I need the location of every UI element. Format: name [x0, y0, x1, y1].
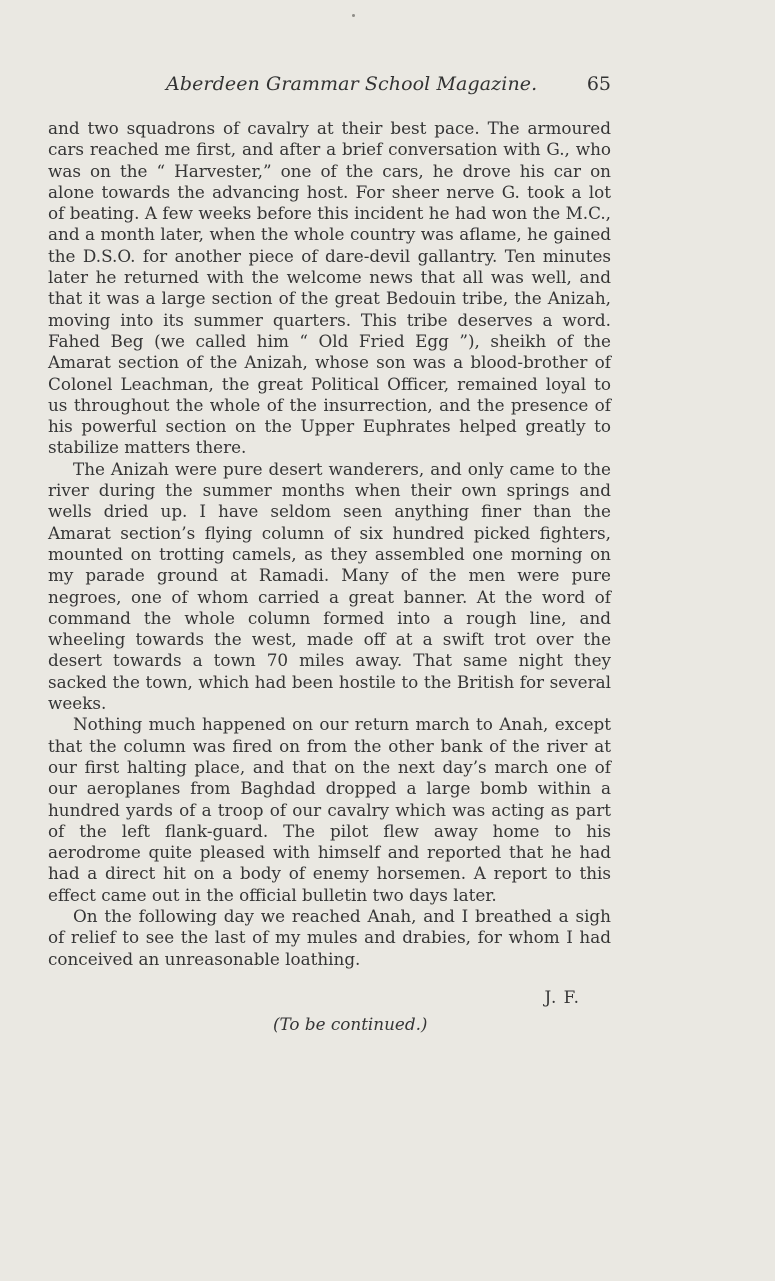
page-number: 65	[586, 73, 611, 95]
paragraph-2: The Anizah were pure desert wanderers, and only came to the river during the summer months when their own springs and wells dried up. I have seldom seen anything finer than the Amarat section’s flying column of six hundred picked fighters, mounted on trotting camels, as they assembled one morning on my parade ground at Ramadi. Many of the men were pure negroes, one of whom carried a great banner. At the word of command the whole column formed into a rough line, and wheeling towards the west, made off at a swift trot over the desert towards a town 70 miles away. That same night they sacked the town, which had been hostile to the British for several weeks.	[48, 458, 611, 714]
paragraph-3: Nothing much happened on our return march to Anah, except that the column was fired on from the other bank of the river at our first halting place, and that on the next day’s march one of our aeroplanes from Baghdad dropped a large bomb within a hundred yards of a troop of our cavalry which was acting as part of the left flank-guard. The pilot flew away home to his aerodrome quite pleased with himself and reported that he had had a direct hit on a body of enemy horsemen. A report to this effect came out in the official bulletin two days later.	[48, 714, 611, 905]
author-signature: J. F.	[544, 987, 580, 1007]
magazine-title: Aberdeen Grammar School Magazine.	[166, 73, 538, 95]
continued-note: (To be continued.)	[273, 1014, 428, 1034]
paper-speck	[352, 14, 355, 17]
paragraph-1: and two squadrons of cavalry at their best pace. The armoured cars reached me first, and after a brief conversation with G., who was on the “ Harvester,” one of the cars, he drove his car on alone towards the advancing host. For sheer nerve G. took a lot of beating. A few weeks before this incident he had won the M.C., and a month later, when the whole country was aflame, he gained the D.S.O. for another piece of dare-devil gallantry. Ten minutes later he returned with the welcome news that all was well, and that it was a large section of the great Bedouin tribe, the Anizah, moving into its summer quarters. This tribe deserves a word. Fahed Beg (we called him “ Old Fried Egg ”), sheikh of the Amarat section of the Anizah, whose son was a blood-brother of Colonel Leachman, the great Political Officer, remained loyal to us throughout the whole of the insurrection, and the presence of his powerful section on the Upper Euphrates helped greatly to stabilize matters there.	[48, 118, 611, 458]
article-body	[48, 118, 611, 970]
running-header	[48, 73, 611, 101]
paragraph-4: On the following day we reached Anah, and I breathed a sigh of relief to see the last of my mules and drabies, for whom I had conceived an unreasonable loathing.	[48, 905, 611, 969]
